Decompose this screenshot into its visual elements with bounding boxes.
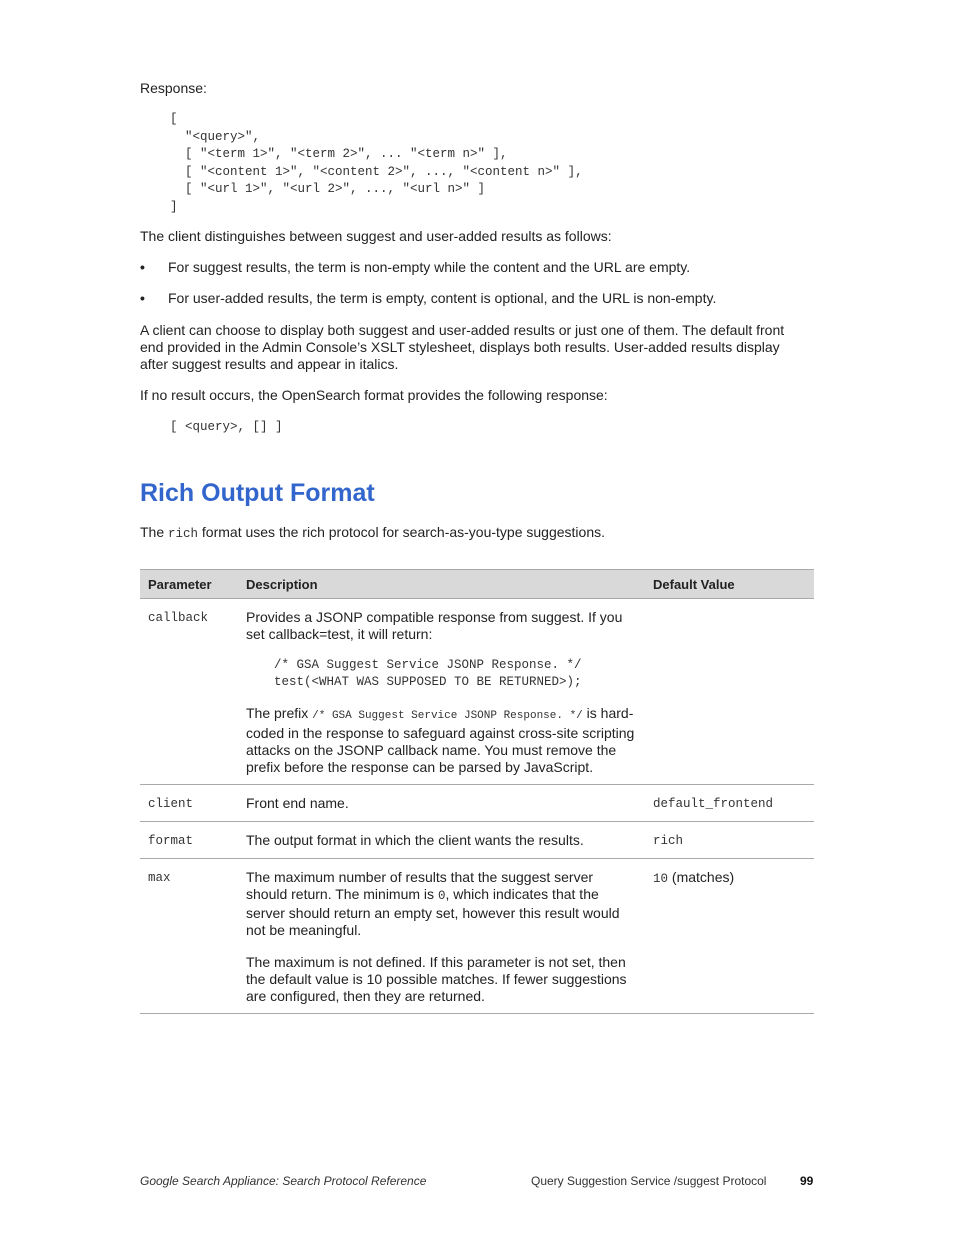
param-description: Front end name.: [238, 785, 645, 822]
distinguish-text: The client distinguishes between suggest and user-added results as follows:: [140, 228, 612, 244]
bullet-marker: •: [140, 290, 145, 306]
table-row-format: [140, 822, 814, 859]
rich-code: rich: [168, 527, 199, 541]
param-name: format: [140, 822, 238, 859]
response-label: Response:: [140, 80, 207, 96]
param-name: callback: [140, 599, 238, 785]
bullet-text: For suggest results, the term is non-empty while the content and the URL are empty.: [168, 259, 691, 275]
param-description: The output format in which the client wants the results.: [238, 822, 645, 859]
section-heading: Rich Output Format: [140, 479, 375, 507]
param-description: Provides a JSONP compatible response from suggest. If you set callback=test, it will return: /* GSA Suggest Service JSONP Response. */ test(<WHAT WAS SUPPOSED TO BE RETURNED>); The prefix /* GSA Suggest Service JSONP Response. */ is hard-coded in the response to safeguard against cross-site scripting attacks on the JSONP callback name. You must remove the prefix before the response can be parsed by JavaScript.: [238, 599, 645, 785]
table-row-max: [140, 859, 814, 1014]
bullet-marker: •: [140, 259, 145, 275]
header-description: Description: [238, 570, 645, 599]
section-intro: The rich format uses the rich protocol for search-as-you-type suggestions.: [140, 524, 605, 541]
no-result-code: [ <query>, [] ]: [170, 420, 283, 434]
table-row-client: [140, 785, 814, 822]
param-default: [645, 599, 814, 785]
header-default-value: Default Value: [645, 570, 814, 599]
param-default: default_frontend: [645, 785, 814, 822]
param-name: max: [140, 859, 238, 1014]
header-parameter: Parameter: [140, 570, 238, 599]
param-default: rich: [645, 822, 814, 859]
param-name: client: [140, 785, 238, 822]
footer-document-title: Google Search Appliance: Search Protocol Reference: [140, 1174, 427, 1188]
response-code-block: [ "<query>", [ "<term 1>", "<term 2>", ... "<term n>" ], [ "<content 1>", "<content 2>", ..., "<content n>" ], [ "<url 1>", "<url 2>", ..., "<url n>" ] ]: [170, 112, 583, 214]
callback-code-block: /* GSA Suggest Service JSONP Response. */ test(<WHAT WAS SUPPOSED TO BE RETURNED>);: [274, 658, 582, 689]
no-result-text: If no result occurs, the OpenSearch format provides the following response:: [140, 387, 608, 403]
parameter-table: [140, 569, 814, 1014]
footer-chapter-title: Query Suggestion Service /suggest Protocol: [531, 1174, 767, 1188]
table-row-callback: [140, 599, 814, 785]
footer-page-number: 99: [800, 1174, 814, 1188]
param-description: The maximum number of results that the suggest server should return. The minimum is 0, which indicates that the server should return an empty set, however this result would not be meaningful. The maximum is not defined. If this parameter is not set, then the default value is 10 possible matches. If fewer suggestions are configured, then they are returned.: [238, 859, 645, 1014]
display-paragraph: A client can choose to display both suggest and user-added results or just one of them. The default front end provided in the Admin Console’s XSLT stylesheet, displays both results. User-added results display after suggest results and appear in italics.: [140, 322, 785, 372]
param-default: 10 (matches): [645, 859, 814, 1014]
table-header-row: [140, 570, 814, 599]
bullet-text: For user-added results, the term is empty, content is optional, and the URL is non-empty.: [168, 290, 717, 306]
